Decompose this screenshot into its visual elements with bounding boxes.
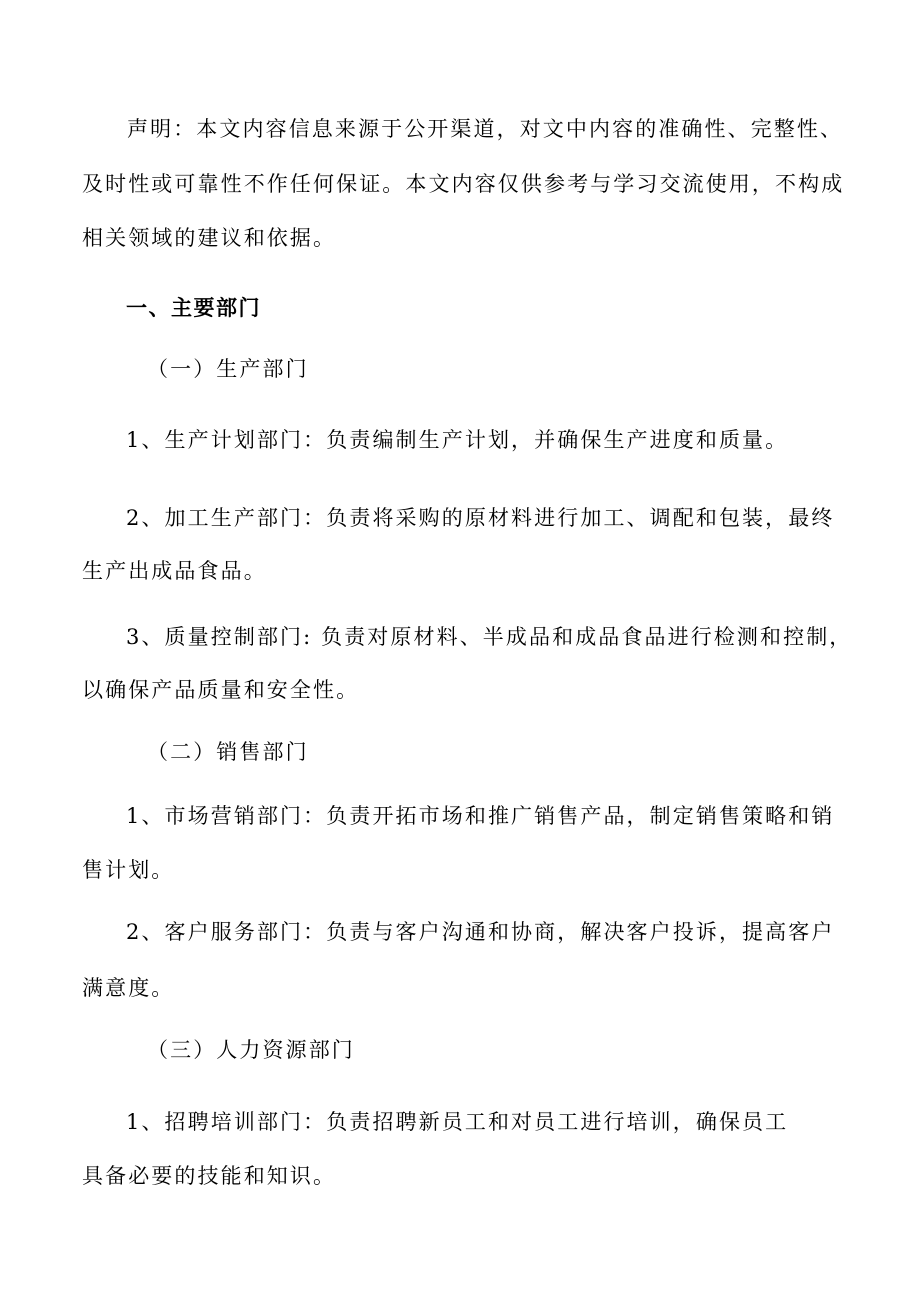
- paragraph-processing-line-2: 生产出成品食品。: [82, 559, 267, 583]
- subsection-heading-production: （一）生产部门: [147, 357, 309, 381]
- paragraph-recruitment-line-2: 具备必要的技能和知识。: [82, 1164, 337, 1188]
- subsection-heading-human-resources: （三）人力资源部门: [147, 1038, 355, 1062]
- paragraph-recruitment-line-1: 1、招聘培训部门：负责招聘新员工和对员工进行培训，确保员工: [126, 1110, 789, 1134]
- paragraph-processing-line-1: 2、加工生产部门：负责将采购的原材料进行加工、调配和包装，最终: [126, 506, 835, 530]
- paragraph-customer-service-line-2: 满意度。: [82, 976, 175, 1000]
- subsection-heading-sales: （二）销售部门: [147, 740, 309, 764]
- disclaimer-line-3: 相关领域的建议和依据。: [82, 226, 337, 250]
- paragraph-production-planning: 1、生产计划部门：负责编制生产计划，并确保生产进度和质量。: [126, 428, 789, 452]
- disclaimer-line-1: 声明：本文内容信息来源于公开渠道，对文中内容的准确性、完整性、: [127, 117, 844, 141]
- paragraph-quality-control-line-1: 3、质量控制部门: 负责对原材料、半成品和成品食品进行检测和控制，: [126, 625, 853, 649]
- paragraph-marketing-line-2: 售计划。: [82, 858, 175, 882]
- paragraph-marketing-line-1: 1、市场营销部门：负责开拓市场和推广销售产品，制定销售策略和销: [126, 804, 835, 828]
- disclaimer-line-2: 及时性或可靠性不作任何保证。本文内容仅供参考与学习交流使用，不构成: [82, 172, 845, 196]
- paragraph-customer-service-line-1: 2、客户服务部门：负责与客户沟通和协商，解决客户投诉，提高客户: [126, 920, 835, 944]
- paragraph-quality-control-line-2: 以确保产品质量和安全性。: [82, 678, 360, 702]
- section-heading-main-departments: 一、主要部门: [126, 295, 261, 320]
